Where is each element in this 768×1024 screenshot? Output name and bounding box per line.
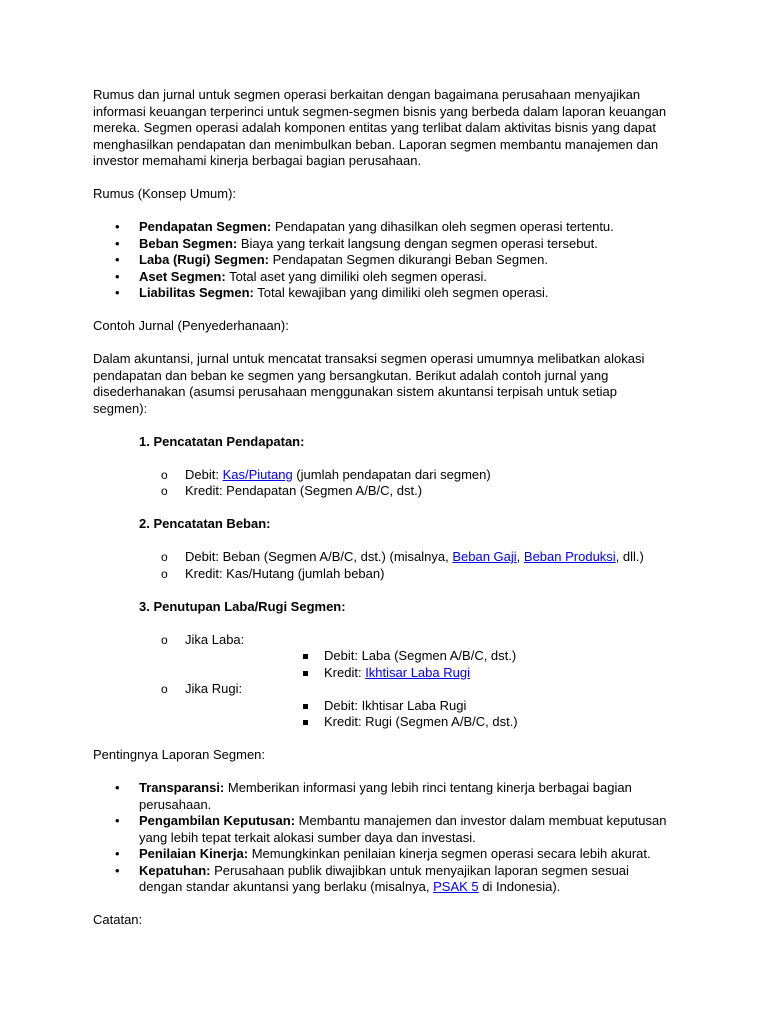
text: Jika Laba: <box>185 631 245 647</box>
list-item <box>93 566 673 583</box>
text: Debit: Laba (Segmen A/B/C, dst.) <box>324 648 517 663</box>
list-item <box>93 863 673 896</box>
term: Kepatuhan: <box>139 862 211 878</box>
psak-5-link[interactable]: PSAK 5 <box>433 879 479 894</box>
ikhtisar-laba-rugi-link[interactable]: Ikhtisar Laba Rugi <box>365 664 470 680</box>
list-item <box>185 648 673 665</box>
list-item <box>93 632 673 682</box>
bullet-icon: • <box>115 780 120 795</box>
beban-produksi-link[interactable]: Beban Produksi <box>523 549 616 564</box>
circle-bullet-icon: o <box>161 682 168 696</box>
text: Jika Rugi: <box>185 681 243 696</box>
step-1-title: 1. Pencatatan Pendapatan: <box>139 433 305 449</box>
desc: Biaya yang terkait langsung dengan segmen operasi tersebut. <box>237 235 598 251</box>
desc: Memungkinkan penilaian kinerja segmen operasi secara lebih akurat. <box>248 846 651 861</box>
bullet-icon: • <box>115 285 120 300</box>
desc: Perusahaan publik diwajibkan untuk menyajikan laporan segmen sesuai dengan standar akuntansi yang berlaku (misalnya, <box>139 862 629 894</box>
list-item <box>93 219 673 236</box>
desc: Pendapatan Segmen dikurangi Beban Segmen. <box>269 252 548 267</box>
term: Aset Segmen: <box>139 268 226 284</box>
list-item <box>185 698 673 715</box>
square-bullet-icon <box>303 654 308 659</box>
document-body <box>93 87 673 945</box>
bullet-icon: • <box>115 252 120 267</box>
list-item <box>93 236 673 253</box>
square-bullet-icon <box>303 671 308 676</box>
list-item <box>185 714 673 731</box>
list-item <box>93 549 673 566</box>
list-item <box>93 780 673 813</box>
rugi-sublist <box>185 698 673 731</box>
text: Kredit: Rugi (Segmen A/B/C, dst.) <box>324 714 518 729</box>
desc: di Indonesia). <box>478 879 561 894</box>
text: Kredit: <box>324 664 366 680</box>
term: Beban Segmen: <box>139 235 238 251</box>
kas-piutang-link[interactable]: Kas/Piutang <box>222 466 293 482</box>
step-2-list <box>93 549 673 582</box>
beban-gaji-link[interactable]: Beban Gaji <box>452 549 517 564</box>
step-3-list <box>93 632 673 731</box>
term: Laba (Rugi) Segmen: <box>139 252 270 267</box>
bullet-icon: • <box>115 813 120 828</box>
penting-heading: Pentingnya Laporan Segmen: <box>93 747 266 762</box>
step-2-title: 2. Pencatatan Beban: <box>139 516 271 531</box>
contoh-intro-paragraph: Dalam akuntansi, jurnal untuk mencatat transaksi segmen operasi umumnya melibatkan alokasi pendapatan dan beban ke segmen yang bersangkutan. Berikut adalah contoh jurnal yang disederhanakan (asumsi perusahaan menggunakan sistem akuntansi terpisah untuk setiap segmen): <box>93 351 645 416</box>
term: Pengambilan Keputusan: <box>139 813 296 828</box>
text: Debit: Beban (Segmen A/B/C, dst.) (misalnya, <box>185 549 453 564</box>
circle-bullet-icon: o <box>161 632 168 647</box>
rumus-heading: Rumus (Konsep Umum): <box>93 186 237 201</box>
term: Pendapatan Segmen: <box>139 219 272 234</box>
desc: Total aset yang dimiliki oleh segmen operasi. <box>225 268 488 284</box>
list-item <box>93 467 673 484</box>
circle-bullet-icon: o <box>161 550 168 564</box>
bullet-icon: • <box>115 268 120 284</box>
text: Debit: Ikhtisar Laba Rugi <box>324 697 467 713</box>
text: , dll.) <box>615 549 644 564</box>
contoh-heading: Contoh Jurnal (Penyederhanaan): <box>93 318 289 333</box>
text: Kredit: Pendapatan (Segmen A/B/C, dst.) <box>185 483 423 498</box>
bullet-icon: • <box>115 862 120 878</box>
desc: Pendapatan yang dihasilkan oleh segmen operasi tertentu. <box>271 219 614 234</box>
term: Transparansi: <box>139 780 225 795</box>
text: Debit: <box>185 466 223 482</box>
circle-bullet-icon: o <box>161 484 168 498</box>
list-item <box>93 483 673 500</box>
desc: Memberikan informasi yang lebih rinci tentang kinerja berbagai bagian perusahaan. <box>139 780 632 812</box>
intro-paragraph: Rumus dan jurnal untuk segmen operasi berkaitan dengan bagaimana perusahaan menyajikan informasi keuangan terperinci untuk segmen-segmen bisnis yang berbeda dalam laporan keuangan mereka. Segmen operasi adalah komponen entitas yang terlibat dalam aktivitas bisnis yang dapat menghasilkan pendapatan dan menimbulkan beban. Laporan segmen membantu manajemen dan investor memahami kinerja berbagai bagian perusahaan. <box>93 87 667 168</box>
text: Kredit: Kas/Hutang (jumlah beban) <box>185 565 385 581</box>
bullet-icon: • <box>115 846 120 861</box>
list-item <box>93 285 673 302</box>
circle-bullet-icon: o <box>161 467 168 482</box>
desc: Membantu manajemen dan investor dalam membuat keputusan yang lebih tepat terkait alokasi sumber daya dan investasi. <box>139 813 667 845</box>
list-item <box>93 252 673 269</box>
bullet-icon: • <box>115 235 120 251</box>
square-bullet-icon <box>303 704 308 709</box>
text: , <box>516 549 524 564</box>
text: (jumlah pendapatan dari segmen) <box>292 466 491 482</box>
list-item <box>93 269 673 286</box>
circle-bullet-icon: o <box>161 566 168 581</box>
list-item <box>93 681 673 731</box>
square-bullet-icon <box>303 720 308 725</box>
step-3-title: 3. Penutupan Laba/Rugi Segmen: <box>139 598 346 614</box>
bullet-icon: • <box>115 219 120 234</box>
list-item <box>93 813 673 846</box>
desc: Total kewajiban yang dimiliki oleh segmen operasi. <box>253 285 549 300</box>
penting-list <box>93 780 673 896</box>
rumus-list <box>93 219 673 302</box>
catatan-heading: Catatan: <box>93 912 143 927</box>
list-item <box>93 846 673 863</box>
laba-sublist <box>185 648 673 681</box>
term: Penilaian Kinerja: <box>139 846 249 861</box>
step-1-list <box>93 467 673 500</box>
term: Liabilitas Segmen: <box>139 285 254 300</box>
list-item <box>185 665 673 682</box>
